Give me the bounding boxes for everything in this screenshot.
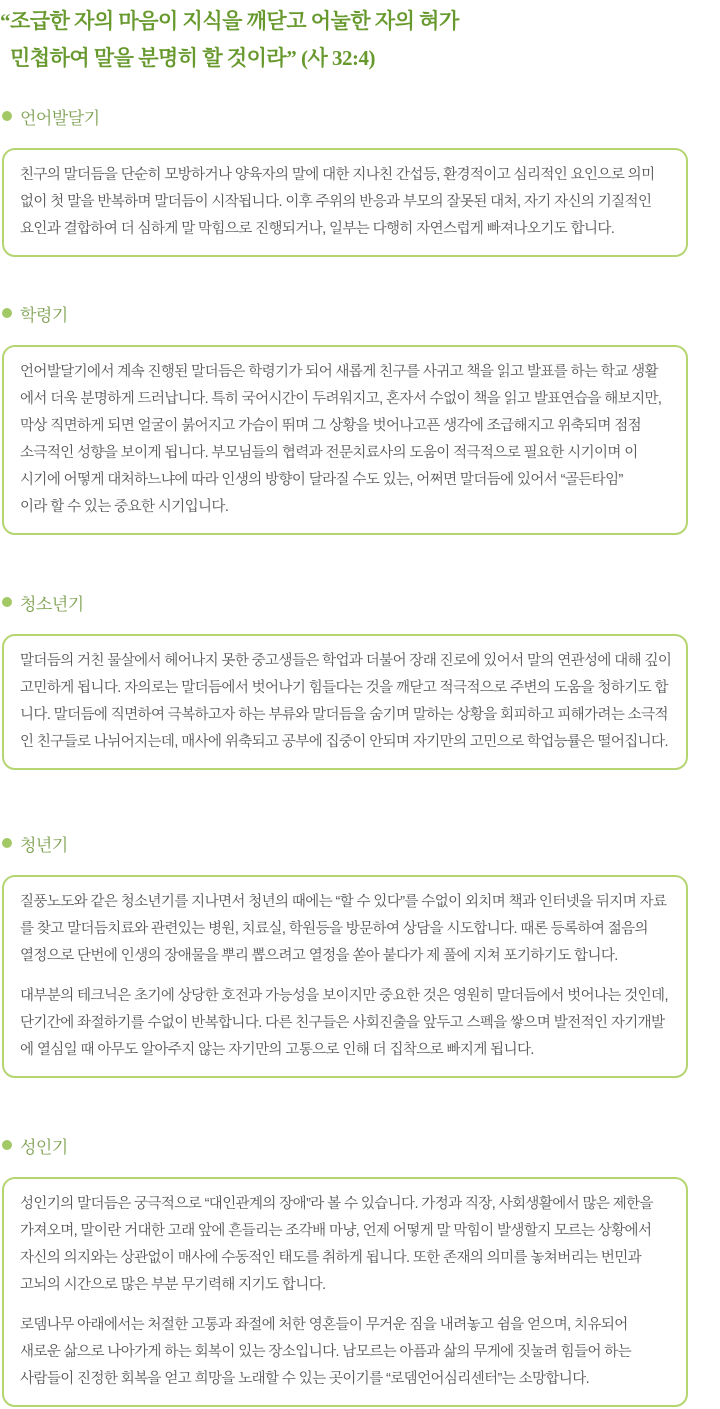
- text-line: 새로운 삶으로 나아가게 하는 회복이 있는 장소입니다. 남모르는 아픔과 삶의 무게에 짓눌려 힘들어 하는: [20, 1344, 632, 1360]
- text-line: 가져오며, 말이란 거대한 고래 앞에 흔들리는 조각배 마냥, 언제 어떻게 말 막힘이 발생할지 모르는 상황에서: [20, 1223, 652, 1239]
- text-line: 요인과 결합하여 더 심하게 말 막힘으로 진행되거나, 일부는 다행히 자연스럽게 빠져나오기도 합니다.: [20, 221, 615, 237]
- paragraph: [20, 648, 670, 756]
- section-title: 청년기: [20, 835, 68, 855]
- scripture-quote: [0, 0, 720, 77]
- section-box: [2, 875, 688, 1078]
- text-line: 친구의 말더듬을 단순히 모방하거나 양육자의 말에 대한 지나친 간섭등, 환경적이고 심리적인 요인으로 의미: [20, 167, 655, 183]
- paragraph: [20, 1312, 670, 1393]
- section-adulthood: [2, 1134, 688, 1407]
- scripture-quote-line1: “조급한 자의 마음이 지식을 깨닫고 어눌한 자의 혀가: [0, 9, 459, 33]
- section-heading: [2, 105, 688, 127]
- text-line: 소극적인 성향을 보이게 됩니다. 부모님들의 협력과 전문치료사의 도움이 적극적으로 필요한 시기이며 이: [20, 445, 638, 461]
- text-line: 고뇌의 시간으로 많은 부분 무기력해 지기도 합니다.: [20, 1277, 326, 1293]
- text-line: 니다. 말더듬에 직면하여 극복하고자 하는 부류와 말더듬을 숨기며 말하는 상황을 회피하고 피해가려는 소극적: [20, 707, 668, 723]
- bullet-icon: [2, 308, 12, 318]
- section-heading: [2, 591, 688, 613]
- text-line: 질풍노도와 같은 청소년기를 지나면서 청년의 때에는 “할 수 있다”를 수없이 외치며 책과 인터넷을 뒤지며 자료: [20, 894, 667, 910]
- section-title: 언어발달기: [20, 108, 100, 128]
- bullet-icon: [2, 838, 12, 848]
- text-line: 언어발달기에서 계속 진행된 말더듬은 학령기가 되어 새롭게 친구를 사귀고 책을 읽고 발표를 하는 학교 생활: [20, 364, 658, 380]
- text-line: 를 찾고 말더듬치료와 관련있는 병원, 치료실, 학원등을 방문하여 상담을 시도합니다. 때론 등록하여 젊음의: [20, 921, 648, 937]
- section-box: [2, 345, 688, 535]
- section-title: 학령기: [20, 305, 68, 325]
- section-title: 청소년기: [20, 594, 84, 614]
- paragraph: [20, 983, 670, 1064]
- bullet-icon: [2, 1140, 12, 1150]
- text-line: 로뎀나무 아래에서는 처절한 고통과 좌절에 처한 영혼들이 무거운 짐을 내려놓고 쉼을 얻으며, 치유되어: [20, 1317, 628, 1333]
- paragraph: [20, 1191, 670, 1299]
- section-title: 성인기: [20, 1137, 68, 1157]
- section-box: [2, 634, 688, 770]
- text-line: 인 친구들로 나뉘어지는데, 매사에 위축되고 공부에 집중이 안되며 자기만의 고민으로 학업능률은 떨어집니다.: [20, 734, 668, 750]
- bullet-icon: [2, 111, 12, 121]
- section-heading: [2, 1134, 688, 1156]
- text-line: 고민하게 됩니다. 자의로는 말더듬에서 벗어나기 힘들다는 것을 깨닫고 적극적으로 주변의 도움을 청하기도 합: [20, 680, 668, 696]
- text-line: 대부분의 테크닉은 초기에 상당한 호전과 가능성을 보이지만 중요한 것은 영원히 말더듬에서 벗어나는 것인데,: [20, 988, 668, 1004]
- text-line: 자신의 의지와는 상관없이 매사에 수동적인 태도를 취하게 됩니다. 또한 존재의 의미를 놓쳐버리는 번민과: [20, 1250, 642, 1266]
- section-heading: [2, 302, 688, 324]
- text-line: 에서 더욱 분명하게 드러납니다. 특히 국어시간이 두려워지고, 혼자서 수없이 책을 읽고 발표연습을 해보지만,: [20, 391, 662, 407]
- text-line: 성인기의 말더듬은 궁극적으로 “대인관계의 장애”라 볼 수 있습니다. 가정과 직장, 사회생활에서 많은 제한을: [20, 1196, 653, 1212]
- paragraph: [20, 359, 670, 521]
- section-language-development: [2, 105, 688, 257]
- text-line: 사람들이 진정한 회복을 얻고 희망을 노래할 수 있는 곳이기를 “로뎀언어심리센터”는 소망합니다.: [20, 1371, 590, 1387]
- text-line: 에 열심일 때 아무도 알아주지 않는 자기만의 고통으로 인해 더 집착으로 빠지게 됩니다.: [20, 1042, 534, 1058]
- text-line: 말더듬의 거친 물살에서 헤어나지 못한 중고생들은 학업과 더불어 장래 진로에 있어서 말의 연관성에 대해 깊이: [20, 653, 672, 669]
- section-heading: [2, 832, 688, 854]
- section-youth: [2, 832, 688, 1078]
- paragraph: [20, 162, 670, 243]
- section-box: [2, 148, 688, 257]
- text-line: 시기에 어떻게 대처하느냐에 따라 인생의 방향이 달라질 수도 있는, 어쩌면 말더듬에 있어서 “골든타임”: [20, 472, 623, 488]
- text-line: 단기간에 좌절하기를 수없이 반복합니다. 다른 친구들은 사회진출을 앞두고 스펙을 쌓으며 발전적인 자기개발: [20, 1015, 665, 1031]
- scripture-quote-line2: 민첩하여 말을 분명히 할 것이라” (사 32:4): [10, 46, 375, 70]
- text-line: 이라 할 수 있는 중요한 시기입니다.: [20, 499, 229, 515]
- section-box: [2, 1177, 688, 1407]
- paragraph: [20, 889, 670, 970]
- text-line: 열정으로 단번에 인생의 장애물을 뿌리 뽑으려고 열정을 쏟아 붙다가 제 풀에 지쳐 포기하기도 합니다.: [20, 948, 618, 964]
- section-adolescence: [2, 591, 688, 770]
- text-line: 막상 직면하게 되면 얼굴이 붉어지고 가슴이 뛰며 그 상황을 벗어나고픈 생각에 조급해지고 위축되며 점점: [20, 418, 642, 434]
- section-school-age: [2, 302, 688, 535]
- bullet-icon: [2, 597, 12, 607]
- text-line: 없이 첫 말을 반복하며 말더듬이 시작됩니다. 이후 주위의 반응과 부모의 잘못된 대처, 자기 자신의 기질적인: [20, 194, 652, 210]
